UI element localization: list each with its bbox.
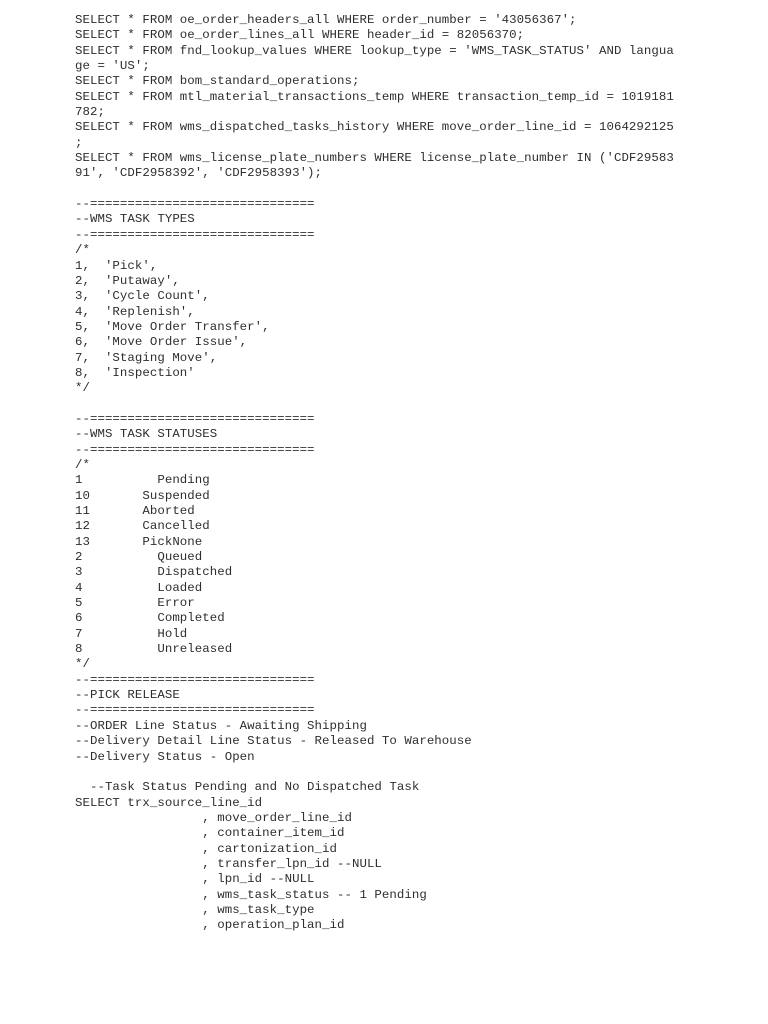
code-line: 782; (75, 105, 105, 120)
code-line: 7, 'Staging Move', (75, 350, 218, 365)
code-line: , container_item_id (75, 826, 345, 841)
code-line (75, 182, 755, 197)
code-line: 2 Queued (75, 550, 203, 565)
code-line: , lpn_id --NULL (75, 872, 315, 887)
code-line: 13 PickNone (75, 534, 203, 549)
code-line: 10 Suspended (75, 488, 210, 503)
code-line: SELECT * FROM fnd_lookup_values WHERE lookup_type = 'WMS_TASK_STATUS' AND langua (75, 43, 674, 58)
code-line: --============================== (75, 703, 315, 718)
code-line: 7 Hold (75, 626, 188, 641)
code-line: 1 Pending (75, 473, 210, 488)
code-line: 8, 'Inspection' (75, 365, 195, 380)
code-line: ; (75, 135, 83, 150)
code-line: SELECT * FROM wms_dispatched_tasks_history WHERE move_order_line_id = 1064292125 (75, 120, 674, 135)
code-document (75, 13, 755, 934)
code-line: SELECT * FROM wms_license_plate_numbers WHERE license_plate_number IN ('CDF29583 (75, 151, 674, 166)
code-line: , wms_task_type (75, 902, 315, 917)
code-line: /* (75, 457, 90, 472)
code-line: 5 Error (75, 596, 195, 611)
code-line: --Delivery Status - Open (75, 749, 255, 764)
code-line (75, 765, 755, 780)
code-line: --Task Status Pending and No Dispatched Task (75, 780, 420, 795)
code-line: 11 Aborted (75, 504, 195, 518)
code-line: 12 Cancelled (75, 519, 210, 534)
code-line: 3 Dispatched (75, 565, 233, 580)
code-line: --WMS TASK TYPES (75, 212, 195, 227)
code-line: --PICK RELEASE (75, 688, 180, 703)
code-line: --============================== (75, 411, 315, 426)
code-line: 6, 'Move Order Issue', (75, 335, 248, 350)
code-line: 1, 'Pick', (75, 258, 158, 273)
code-line: ge = 'US'; (75, 59, 150, 74)
code-line: */ (75, 381, 90, 396)
code-line: 4, 'Replenish', (75, 304, 195, 319)
code-line: --============================== (75, 672, 315, 687)
code-line: 8 Unreleased (75, 642, 233, 657)
code-line: 2, 'Putaway', (75, 273, 180, 288)
code-line: /* (75, 243, 90, 258)
code-line: SELECT trx_source_line_id (75, 795, 263, 810)
code-line (75, 397, 755, 412)
code-line: --============================== (75, 227, 315, 242)
code-line: --Delivery Detail Line Status - Released To Warehouse (75, 734, 472, 749)
code-line: , move_order_line_id (75, 810, 352, 825)
code-line: */ (75, 657, 90, 672)
code-line: 3, 'Cycle Count', (75, 289, 210, 304)
code-line: SELECT * FROM bom_standard_operations; (75, 74, 360, 89)
code-line: 6 Completed (75, 611, 225, 626)
code-line: --============================== (75, 442, 315, 457)
code-line: 91', 'CDF2958392', 'CDF2958393'); (75, 166, 323, 181)
code-line: , cartonization_id (75, 841, 337, 856)
code-line: , wms_task_status -- 1 Pending (75, 887, 427, 902)
code-line: 5, 'Move Order Transfer', (75, 319, 270, 334)
code-line: --WMS TASK STATUSES (75, 427, 218, 442)
code-line: --============================== (75, 197, 315, 212)
code-line: 4 Loaded (75, 580, 203, 595)
code-line: , transfer_lpn_id --NULL (75, 856, 382, 871)
code-line: SELECT * FROM mtl_material_transactions_temp WHERE transaction_temp_id = 1019181 (75, 89, 674, 104)
code-line: --ORDER Line Status - Awaiting Shipping (75, 718, 367, 733)
code-line: SELECT * FROM oe_order_lines_all WHERE header_id = 82056370; (75, 28, 525, 43)
code-line: , operation_plan_id (75, 918, 345, 933)
code-line: SELECT * FROM oe_order_headers_all WHERE order_number = '43056367'; (75, 13, 577, 27)
